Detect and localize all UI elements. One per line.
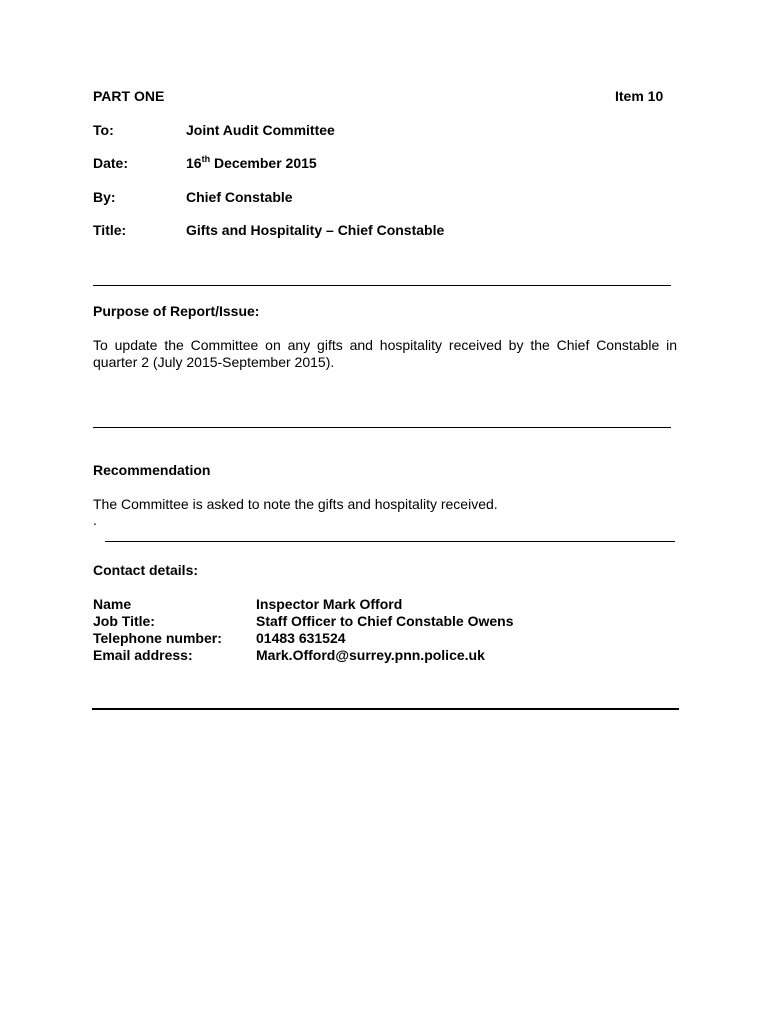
date-value — [186, 155, 317, 171]
date-rest: December 2015 — [210, 155, 317, 171]
divider-2 — [93, 427, 671, 428]
by-value: Chief Constable — [186, 189, 293, 205]
contact-label: Name — [93, 596, 132, 612]
contact-label: Telephone number: — [93, 630, 222, 646]
contact-label: Email address: — [93, 647, 193, 663]
date-label: Date: — [93, 155, 129, 171]
by-label: By: — [93, 189, 116, 205]
date-day: 16 — [186, 155, 202, 171]
contact-value: Inspector Mark Offord — [256, 596, 403, 612]
part-label: PART ONE — [93, 88, 165, 104]
contact-value: 01483 631524 — [256, 630, 346, 646]
contact-heading: Contact details: — [93, 562, 199, 578]
stray-dot: . — [93, 512, 97, 528]
to-value: Joint Audit Committee — [186, 122, 335, 138]
title-value: Gifts and Hospitality – Chief Constable — [186, 222, 445, 238]
contact-label: Job Title: — [93, 613, 155, 629]
recommendation-heading: Recommendation — [93, 462, 211, 478]
recommendation-body: The Committee is asked to note the gifts and hospitality received. — [93, 496, 498, 512]
title-label: Title: — [93, 222, 127, 238]
date-suffix: th — [201, 154, 211, 164]
divider-3 — [105, 541, 675, 542]
contact-value: Staff Officer to Chief Constable Owens — [256, 613, 514, 629]
divider-1 — [93, 285, 671, 286]
to-label: To: — [93, 122, 114, 138]
contact-email-link[interactable]: Mark.Offord@surrey.pnn.police.uk — [256, 647, 485, 663]
divider-bottom — [92, 708, 679, 710]
purpose-body: To update the Committee on any gifts and hospitality received by the Chief Constable in quarter 2 (July 2015-September 2015). — [93, 337, 677, 370]
purpose-heading: Purpose of Report/Issue: — [93, 303, 260, 319]
item-number: Item 10 — [615, 88, 664, 104]
